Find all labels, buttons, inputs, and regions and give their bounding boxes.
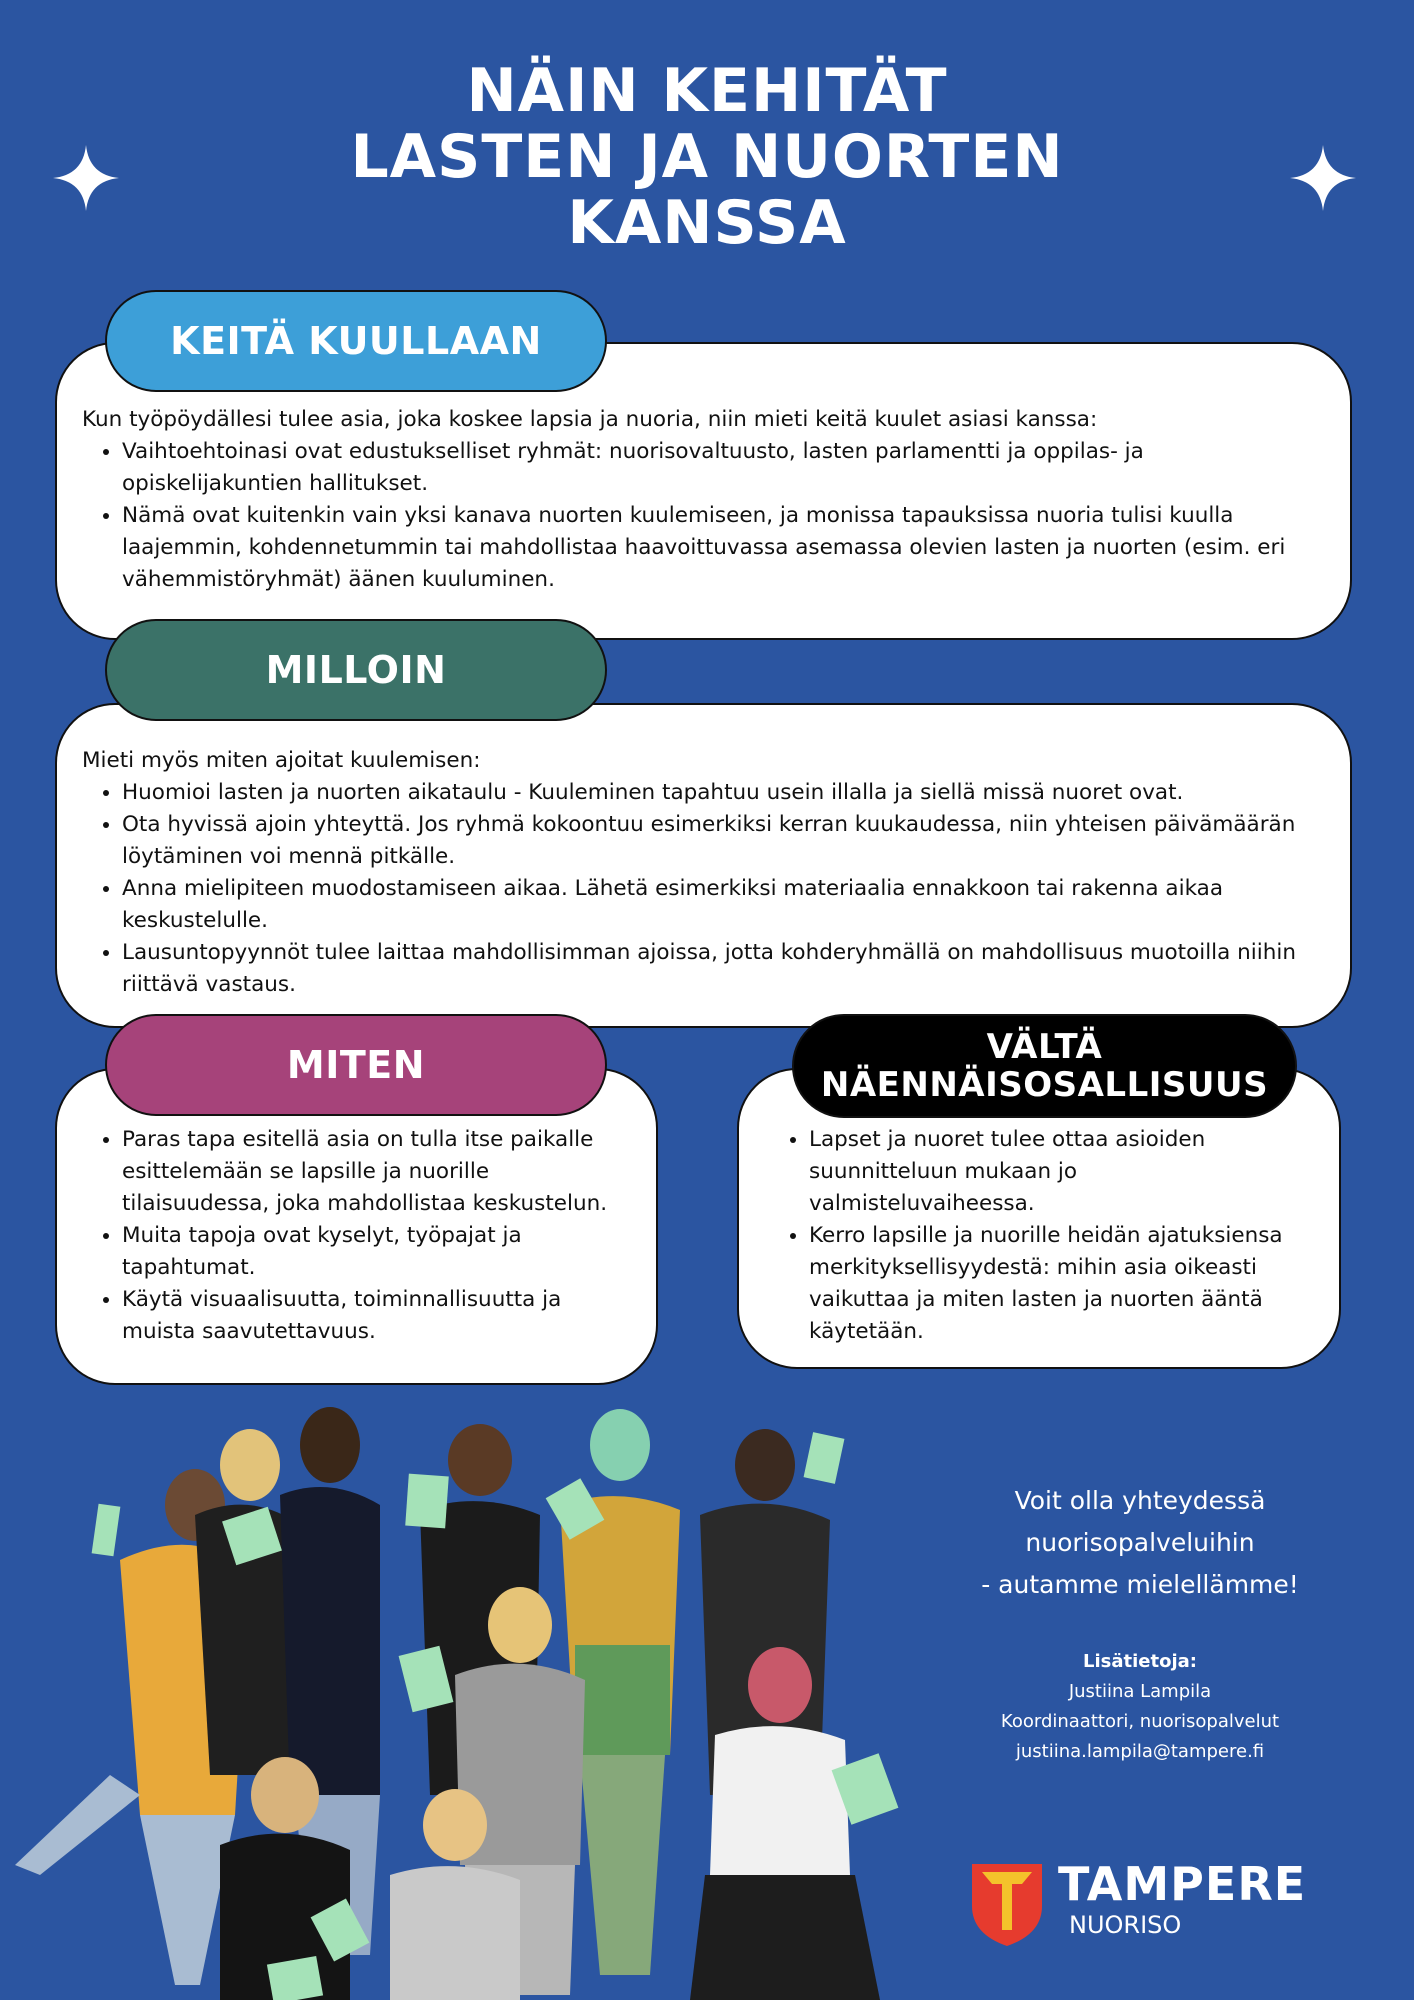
group-photo [0,1395,920,2000]
miten-list [82,1124,626,1348]
list-item: • Huomioi lasten ja nuorten aikataulu - Kuuleminen tapahtuu usein illalla ja siellä missä nuoret ovat. [122,777,1300,809]
contact-line-1: Voit olla yhteydessä [1014,1486,1266,1515]
miten-heading-text: MITEN [286,1043,426,1087]
list-item: • Muita tapoja ovat kyselyt, työpajat ja tapahtumat. [122,1220,626,1284]
logo-sub: NUORISO [1069,1911,1182,1939]
title-line-2: LASTEN JA NUORTEN [350,122,1064,192]
contact-email[interactable]: justiina.lampila@tampere.fi [1015,1741,1265,1762]
valta-heading-line-1: VÄLTÄ [986,1027,1103,1067]
valta-list [769,1124,1309,1348]
list-item: • Kerro lapsille ja nuorille heidän ajatuksiensa merkityksellisyydestä: mihin asia oikeasti vaikuttaa ja miten lasten ja nuorten ääntä käytetään. [809,1220,1309,1348]
keita-intro: Kun työpöydällesi tulee asia, joka koskee lapsia ja nuoria, niin mieti keitä kuulet asiasi kanssa: [82,407,1098,432]
tampere-crest-icon [968,1860,1046,1948]
milloin-intro: Mieti myös miten ajoitat kuulemisen: [82,748,481,773]
list-item: • Paras tapa esitellä asia on tulla itse paikalle esittelemään se lapsille ja nuorille tilaisuudessa, joka mahdollistaa keskustelun. [122,1124,626,1220]
info-label: Lisätietoja: [1083,1651,1197,1672]
keita-heading-text: KEITÄ KUULLAAN [170,319,542,363]
contact-role: Koordinaattori, nuorisopalvelut [1000,1711,1280,1732]
valta-heading [792,1014,1297,1118]
milloin-card [55,703,1352,1028]
miten-heading [105,1014,607,1116]
logo-name: TAMPERE [1058,1857,1307,1911]
contact-name: Justiina Lampila [1068,1681,1212,1702]
contact-details [950,1647,1330,1767]
milloin-list [82,777,1300,1001]
contact-line-3: - autamme mielellämme! [981,1570,1299,1599]
keita-list [82,436,1300,596]
list-item: • Käytä visuaalisuutta, toiminnallisuutta ja muista saavutettavuus. [122,1284,626,1348]
milloin-heading-text: MILLOIN [265,648,447,692]
list-item: • Lapset ja nuoret tulee ottaa asioiden suunnitteluun mukaan jo valmisteluvaiheessa. [809,1124,1309,1220]
list-item: • Nämä ovat kuitenkin vain yksi kanava nuorten kuulemiseen, ja monissa tapauksissa nuoria tulisi kuulla laajemmin, kohdennetummin tai mahdollistaa haavoittuvassa asemassa olevien lasten ja nuorten (esim. eri vähemmistöryhmät) äänen kuuluminen. [122,500,1300,596]
list-item: • Vaihtoehtoinasi ovat edustukselliset ryhmät: nuorisovaltuusto, lasten parlamentti ja oppilas- ja opiskelijakuntien hallitukset. [122,436,1300,500]
title-line-3: KANSSA [567,188,847,258]
contact-line-2: nuorisopalveluihin [1025,1528,1255,1557]
list-item: • Lausuntopyynnöt tulee laittaa mahdollisimman ajoissa, jotta kohderyhmällä on mahdollisuus muotoilla niihin riittävä vastaus. [122,937,1300,1001]
list-item: • Ota hyvissä ajoin yhteyttä. Jos ryhmä kokoontuu esimerkiksi kerran kuukaudessa, niin yhteisen päivämäärän löytäminen voi mennä pitkälle. [122,809,1300,873]
milloin-heading [105,619,607,721]
tampere-logo [968,1857,1328,1950]
sparkle-icon [1288,143,1358,213]
sparkle-icon [51,143,121,213]
keita-heading [105,290,607,392]
page-title [0,58,1414,256]
valta-heading-line-2: NÄENNÄISOSALLISUUS [820,1065,1269,1105]
contact-message [950,1480,1330,1606]
title-line-1: NÄIN KEHITÄT [466,56,948,126]
list-item: • Anna mielipiteen muodostamiseen aikaa. Lähetä esimerkiksi materiaalia ennakkoon tai rakenna aikaa keskustelulle. [122,873,1300,937]
